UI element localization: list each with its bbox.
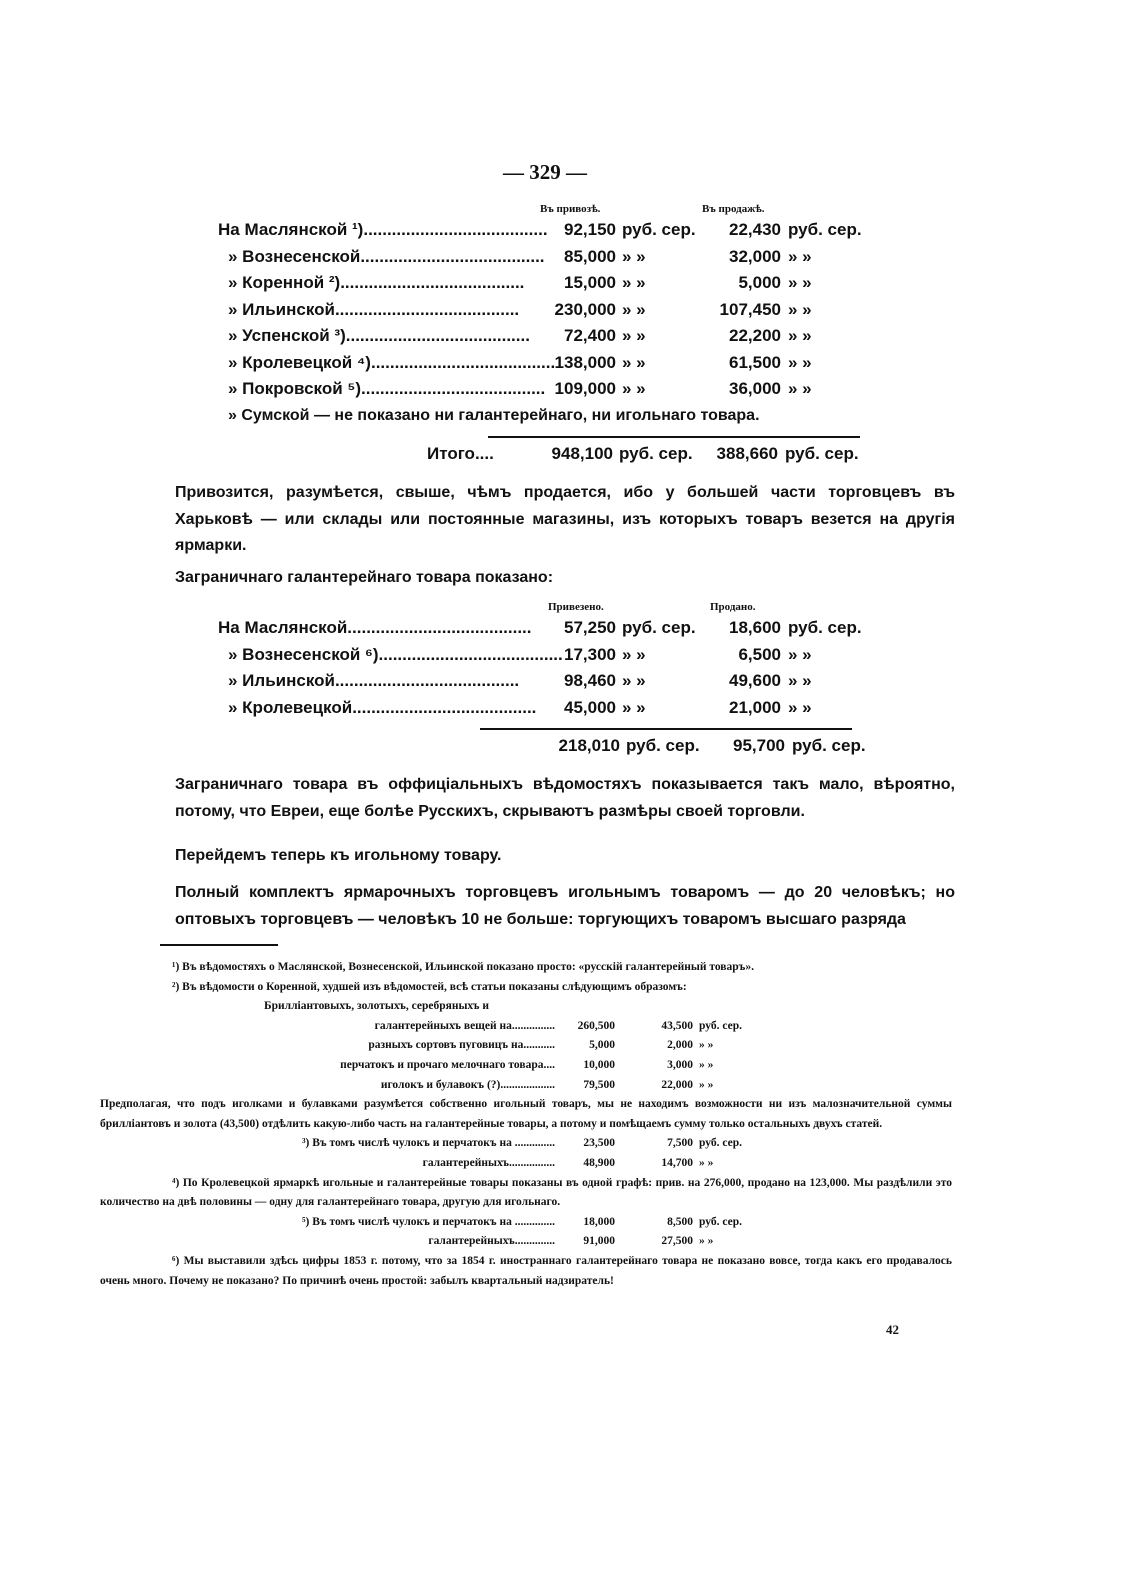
total-label: Итого....	[427, 444, 494, 463]
note-text: » Сумской — не показано ни галантерейнаго, ни игольнаго товара.	[228, 407, 760, 424]
footnote-row	[100, 1036, 952, 1056]
signature-mark: 42	[886, 1322, 899, 1337]
table1-total-row	[215, 444, 875, 470]
total-unit-2: руб. сер.	[792, 736, 866, 755]
footnote-divider	[160, 944, 278, 946]
table-row	[218, 247, 878, 273]
value-a: 91,000	[583, 1235, 615, 1248]
label: ³) Въ томъ числѣ чулокъ и перчатокъ на ..............	[302, 1137, 555, 1150]
table-row	[218, 379, 878, 405]
table-row	[218, 645, 878, 671]
value-1: 92,150	[564, 220, 616, 239]
unit-1: » »	[622, 697, 646, 717]
divider	[488, 436, 860, 438]
value-b: 3,000	[667, 1058, 693, 1071]
row-label: » Вознесенской ⁶).......................................	[228, 644, 563, 664]
paragraph-text: Заграничнаго товара въ оффиціальныхъ вѣдомостяхъ показывается такъ мало, вѣроятно, потому, что Евреи, еще болѣе Русскихъ, скрываютъ размѣры своей торговли.	[175, 776, 955, 820]
value-a: 23,500	[583, 1137, 615, 1150]
value-1: 230,000	[554, 299, 616, 319]
row-label: » Ильинской.......................................	[228, 671, 520, 690]
label: ⁵) Въ томъ числѣ чулокъ и перчатокъ на ..............	[302, 1215, 555, 1228]
table1-col2-header: Въ продажѣ.	[702, 203, 765, 215]
footnote-1: ¹) Въ вѣдомостяхъ о Маслянской, Вознесенской, Ильинской показано просто: «русскій галантерейный товаръ».	[172, 961, 754, 973]
unit-2: » »	[788, 352, 812, 372]
value-b: 2,000	[667, 1039, 693, 1052]
table1-note-row	[228, 407, 888, 433]
value-a: 79,500	[583, 1078, 615, 1091]
value-2: 6,500	[738, 644, 781, 664]
footnote-2-table	[100, 1017, 952, 1095]
unit-2: » »	[788, 273, 812, 292]
unit-1: » »	[622, 299, 646, 319]
value-a: 5,000	[589, 1039, 615, 1052]
total-unit-1: руб. сер.	[619, 444, 693, 463]
value-2: 32,000	[729, 246, 781, 266]
row-label: » Ильинской.......................................	[228, 299, 520, 319]
footnote-6: ⁶) Мы выставили здѣсь цифры 1853 г. потому, что за 1854 г. иностраннаго галантерейнаго товара не показано вовсе, тогда какъ его продавалось очень много. Почему не показано? По причинѣ очень простой: забылъ квартальный надзиратель!	[100, 1254, 952, 1287]
unit-2: » »	[788, 299, 812, 319]
value-1: 109,000	[554, 379, 616, 398]
table2-col1-header: Привезено.	[548, 601, 604, 613]
footnotes	[100, 958, 952, 1291]
value-b: 22,000	[661, 1078, 693, 1091]
paragraph-text: Перейдемъ теперь къ игольному товару.	[175, 847, 502, 864]
unit-1: » »	[622, 326, 646, 345]
row-label: На Маслянской ¹).......................................	[218, 220, 548, 239]
label: галантерейныхъ вещей на...............	[374, 1019, 555, 1032]
unit-2: » »	[788, 326, 812, 345]
unit: » »	[699, 1235, 714, 1248]
table-row	[218, 353, 878, 379]
unit: руб. сер.	[699, 1019, 742, 1032]
paragraph-text: Полный комплектъ ярмарочныхъ торговцевъ игольнымъ товаромъ — до 20 человѣкъ; но оптовыхъ торговцевъ — человѣкъ 10 не больше: торгующихъ товаромъ высшаго разряда	[175, 884, 955, 928]
value-a: 10,000	[583, 1058, 615, 1071]
value-a: 48,900	[583, 1156, 615, 1169]
value-b: 8,500	[667, 1215, 693, 1228]
table1-col1-header: Въ привозѣ.	[540, 203, 601, 215]
footnote-2-head: Бриллiантовыхъ, золотыхъ, серебряныхъ и	[264, 1000, 489, 1013]
value-b: 14,700	[661, 1156, 693, 1169]
unit-2: » »	[788, 697, 812, 717]
table2-col2-header: Продано.	[710, 601, 756, 613]
value-2: 22,200	[729, 326, 781, 345]
value-2: 5,000	[738, 273, 781, 292]
value-1: 72,400	[564, 326, 616, 345]
value-2: 36,000	[729, 379, 781, 398]
unit: » »	[699, 1156, 714, 1169]
unit: » »	[699, 1039, 714, 1052]
footnote-row	[100, 1056, 952, 1076]
footnote-row	[100, 1017, 952, 1037]
paragraph	[175, 843, 955, 870]
value-b: 27,500	[661, 1235, 693, 1248]
table-row	[218, 220, 878, 246]
unit-1: руб. сер.	[622, 618, 696, 637]
footnote-2-text: Предполагая, что подъ иголками и булавками разумѣется собственно игольный товаръ, мы не находимъ возможности ни изъ малозначительной суммы бриллiантовъ и золота (43,500) отдѣлить какую-либо часть на галантерейные товары, а потому и помѣщаемъ сумму только остальныхъ двухъ статей.	[100, 1098, 952, 1130]
value-1: 45,000	[564, 697, 616, 717]
unit-2: » »	[788, 671, 812, 690]
paragraph	[175, 772, 955, 825]
table-row	[218, 326, 878, 352]
table-row	[218, 300, 878, 326]
row-label: » Успенской ³).......................................	[228, 326, 530, 345]
divider	[480, 728, 852, 730]
row-label: » Кролевецкой ⁴).......................................	[228, 352, 556, 372]
row-label: » Коренной ²).......................................	[228, 273, 525, 292]
paragraph	[175, 565, 955, 592]
value-b: 43,500	[661, 1019, 693, 1032]
footnote-2: ²) Въ вѣдомости о Коренной, худшей изъ вѣдомостей, всѣ статьи показаны слѣдующимъ образомъ:	[172, 980, 687, 993]
unit-1: » »	[622, 671, 646, 690]
table-row	[218, 273, 878, 299]
value-1: 98,460	[564, 671, 616, 690]
value-1: 17,300	[564, 644, 616, 664]
label: галантерейныхъ................	[422, 1156, 555, 1169]
row-label: » Покровской ⁵).......................................	[228, 379, 546, 398]
value-2: 21,000	[729, 697, 781, 717]
unit-1: » »	[622, 644, 646, 664]
label: перчатокъ и прочаго мелочнаго товара....	[340, 1058, 555, 1071]
total-value-2: 388,660	[716, 444, 778, 463]
table-row	[218, 671, 878, 697]
unit-2: руб. сер.	[788, 618, 862, 637]
unit: » »	[699, 1058, 714, 1071]
unit-2: » »	[788, 246, 812, 266]
unit-1: руб. сер.	[622, 220, 696, 239]
unit: руб. сер.	[699, 1137, 742, 1150]
footnote-row	[100, 1154, 952, 1174]
page-number: — 329 —	[503, 160, 587, 184]
label: иголокъ и булавокъ (?)...................	[380, 1078, 555, 1091]
total-unit-1: руб. сер.	[626, 736, 700, 755]
total-value-2: 95,700	[733, 736, 785, 755]
value-2: 49,600	[729, 671, 781, 690]
value-2: 22,430	[729, 220, 781, 239]
value-1: 57,250	[564, 618, 616, 637]
footnote-3	[100, 1134, 952, 1173]
footnote-row	[100, 1076, 952, 1096]
unit-2: руб. сер.	[788, 220, 862, 239]
value-2: 61,500	[729, 352, 781, 372]
value-b: 7,500	[667, 1137, 693, 1150]
paragraph-text: Заграничнаго галантерейнаго товара показано:	[175, 569, 554, 586]
table2-total-row	[222, 736, 882, 762]
value-2: 107,450	[719, 299, 781, 319]
value-1: 138,000	[554, 352, 616, 372]
value-a: 260,500	[577, 1019, 615, 1032]
label: галантерейныхъ..............	[428, 1235, 555, 1248]
footnote-4: ⁴) По Кролевецкой ярмаркѣ игольные и галантерейные товары показаны въ одной графѣ: прив. на 276,000, продано на 123,000. Мы раздѣлили это количество на двѣ половины — одну для галантерейнаго товара, другую для игольнаго.	[100, 1176, 952, 1209]
unit-1: » »	[622, 273, 646, 292]
label: разныхъ сортовъ пуговицъ на...........	[368, 1039, 555, 1052]
unit: руб. сер.	[699, 1215, 742, 1228]
unit-1: » »	[622, 352, 646, 372]
table-row	[218, 618, 878, 644]
total-value-1: 948,100	[551, 444, 613, 463]
value-1: 15,000	[564, 273, 616, 292]
footnote-5	[100, 1213, 952, 1252]
paragraph	[175, 880, 955, 933]
table-row	[218, 698, 878, 724]
row-label: » Кролевецкой.......................................	[228, 697, 537, 717]
unit-1: » »	[622, 246, 646, 266]
unit-2: » »	[788, 644, 812, 664]
row-label: » Вознесенской.......................................	[228, 246, 545, 266]
footnote-row	[100, 1134, 952, 1154]
paragraph	[175, 480, 955, 560]
footnote-row	[100, 1232, 952, 1252]
unit-2: » »	[788, 379, 812, 398]
row-label: На Маслянской.......................................	[218, 618, 532, 637]
paragraph-text: Привозится, разумѣется, свыше, чѣмъ продается, ибо у большей части торговцевъ въ Харьковѣ — или склады или постоянные магазины, изъ которыхъ товаръ везется на другія ярмарки.	[175, 484, 955, 554]
value-1: 85,000	[564, 246, 616, 266]
unit-1: » »	[622, 379, 646, 398]
value-2: 18,600	[729, 618, 781, 637]
unit: » »	[699, 1078, 714, 1091]
total-unit-2: руб. сер.	[785, 444, 859, 463]
total-value-1: 218,010	[558, 736, 620, 755]
footnote-row	[100, 1213, 952, 1233]
value-a: 18,000	[583, 1215, 615, 1228]
